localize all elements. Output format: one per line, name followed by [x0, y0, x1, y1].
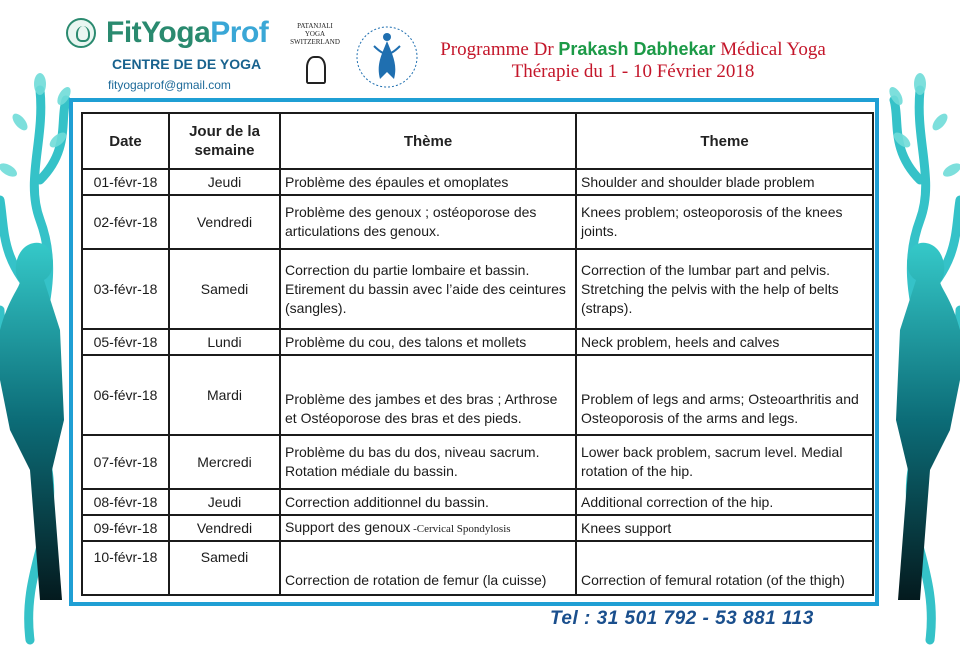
row-date: 05-févr-18 — [82, 329, 169, 355]
row-theme-en: Correction of femural rotation (of the thigh) — [576, 541, 873, 595]
doctor-name: Prakash Dabhekar — [558, 39, 716, 59]
table-row — [82, 515, 873, 541]
row-theme-en: Correction of the lumbar part and pelvis. Stretching the pelvis with the help of belts (straps). — [576, 249, 873, 329]
header-day: Jour de la semaine — [169, 113, 280, 169]
row-theme-en: Problem of legs and arms; Osteoarthritis and Osteoporosis of the arms and legs. — [576, 355, 873, 435]
row-day: Jeudi — [169, 169, 280, 195]
row-date: 10-févr-18 — [82, 541, 169, 595]
row-date: 02-févr-18 — [82, 195, 169, 249]
row-day: Mercredi — [169, 435, 280, 489]
table-row — [82, 169, 873, 195]
row-date: 08-févr-18 — [82, 489, 169, 515]
programme-title — [428, 38, 838, 83]
row-day: Jeudi — [169, 489, 280, 515]
fityogaprof-logo — [66, 16, 276, 96]
row-theme-en: Shoulder and shoulder blade problem — [576, 169, 873, 195]
row-theme-fr: Problème des jambes et des bras ; Arthrose et Ostéoporose des bras et des pieds. — [280, 355, 576, 435]
table-row — [82, 355, 873, 435]
row-theme-en: Knees problem; osteoporosis of the knees joints. — [576, 195, 873, 249]
row-theme-en: Additional correction of the hip. — [576, 489, 873, 515]
brand-name-part1: FitYoga — [106, 16, 211, 49]
table-header-row — [82, 113, 873, 169]
row-date: 07-févr-18 — [82, 435, 169, 489]
patanjali-logo — [288, 22, 342, 92]
patanjali-line3: SWITZERLAND — [290, 38, 340, 46]
row-day: Mardi — [169, 355, 280, 435]
row-day: Samedi — [169, 541, 280, 595]
row-theme-en: Neck problem, heels and calves — [576, 329, 873, 355]
yoga-emblem-icon — [354, 24, 420, 90]
row-day: Vendredi — [169, 515, 280, 541]
phone-number[interactable]: Tel : 31 501 792 - 53 881 113 — [550, 608, 814, 629]
row-theme-fr: Correction du partie lombaire et bassin. Etirement du bassin avec l’aide des ceintures (sangles). — [280, 249, 576, 329]
table-row — [82, 435, 873, 489]
row-date: 03-févr-18 — [82, 249, 169, 329]
header-date: Date — [82, 113, 169, 169]
temple-emblem-icon — [306, 56, 326, 84]
row-theme-fr: Problème du cou, des talons et mollets — [280, 329, 576, 355]
table-row — [82, 329, 873, 355]
email-text[interactable]: fityogaprof@gmail.com — [108, 78, 231, 92]
programme-title-line1: Programme Dr Prakash Dabhekar Médical Yoga — [440, 39, 826, 60]
lotus-logo-icon — [66, 18, 96, 48]
schedule-table — [81, 112, 874, 596]
header-theme-en: Theme — [576, 113, 873, 169]
row-theme-fr: Correction additionnel du bassin. — [280, 489, 576, 515]
row-theme-fr-text: Support des genoux — [285, 518, 411, 535]
centre-label: CENTRE DE DE YOGA — [112, 56, 262, 72]
row-theme-fr: Problème des genoux ; ostéoporose des articulations des genoux. — [280, 195, 576, 249]
row-theme-en: Lower back problem, sacrum level. Medial rotation of the hip. — [576, 435, 873, 489]
row-date: 09-févr-18 — [82, 515, 169, 541]
header-theme-fr: Thème — [280, 113, 576, 169]
row-theme-fr: Problème du bas du dos, niveau sacrum. Rotation médiale du bassin. — [280, 435, 576, 489]
row-date: 06-févr-18 — [82, 355, 169, 435]
table-row — [82, 195, 873, 249]
patanjali-line2: YOGA — [304, 30, 326, 38]
row-theme-en: Knees support — [576, 515, 873, 541]
row-theme-fr: Correction de rotation de femur (la cuisse) — [280, 541, 576, 595]
right-yoga-figure-icon — [896, 243, 960, 600]
table-row — [82, 489, 873, 515]
table-row — [82, 541, 873, 595]
left-yoga-figure-icon — [0, 243, 64, 600]
programme-title-line2: Thérapie du 1 - 10 Février 2018 — [511, 61, 755, 82]
row-date: 01-févr-18 — [82, 169, 169, 195]
row-day: Samedi — [169, 249, 280, 329]
row-theme-fr: Problème des épaules et omoplates — [280, 169, 576, 195]
brand-name — [106, 16, 268, 50]
table-row — [82, 249, 873, 329]
row-theme-fr-extra: -Cervical Spondylosis — [410, 522, 511, 535]
row-theme-fr — [280, 515, 576, 541]
patanjali-line1: PATANJALI — [297, 22, 333, 30]
row-day: Lundi — [169, 329, 280, 355]
brand-name-part2: Prof — [210, 16, 269, 49]
row-day: Vendredi — [169, 195, 280, 249]
